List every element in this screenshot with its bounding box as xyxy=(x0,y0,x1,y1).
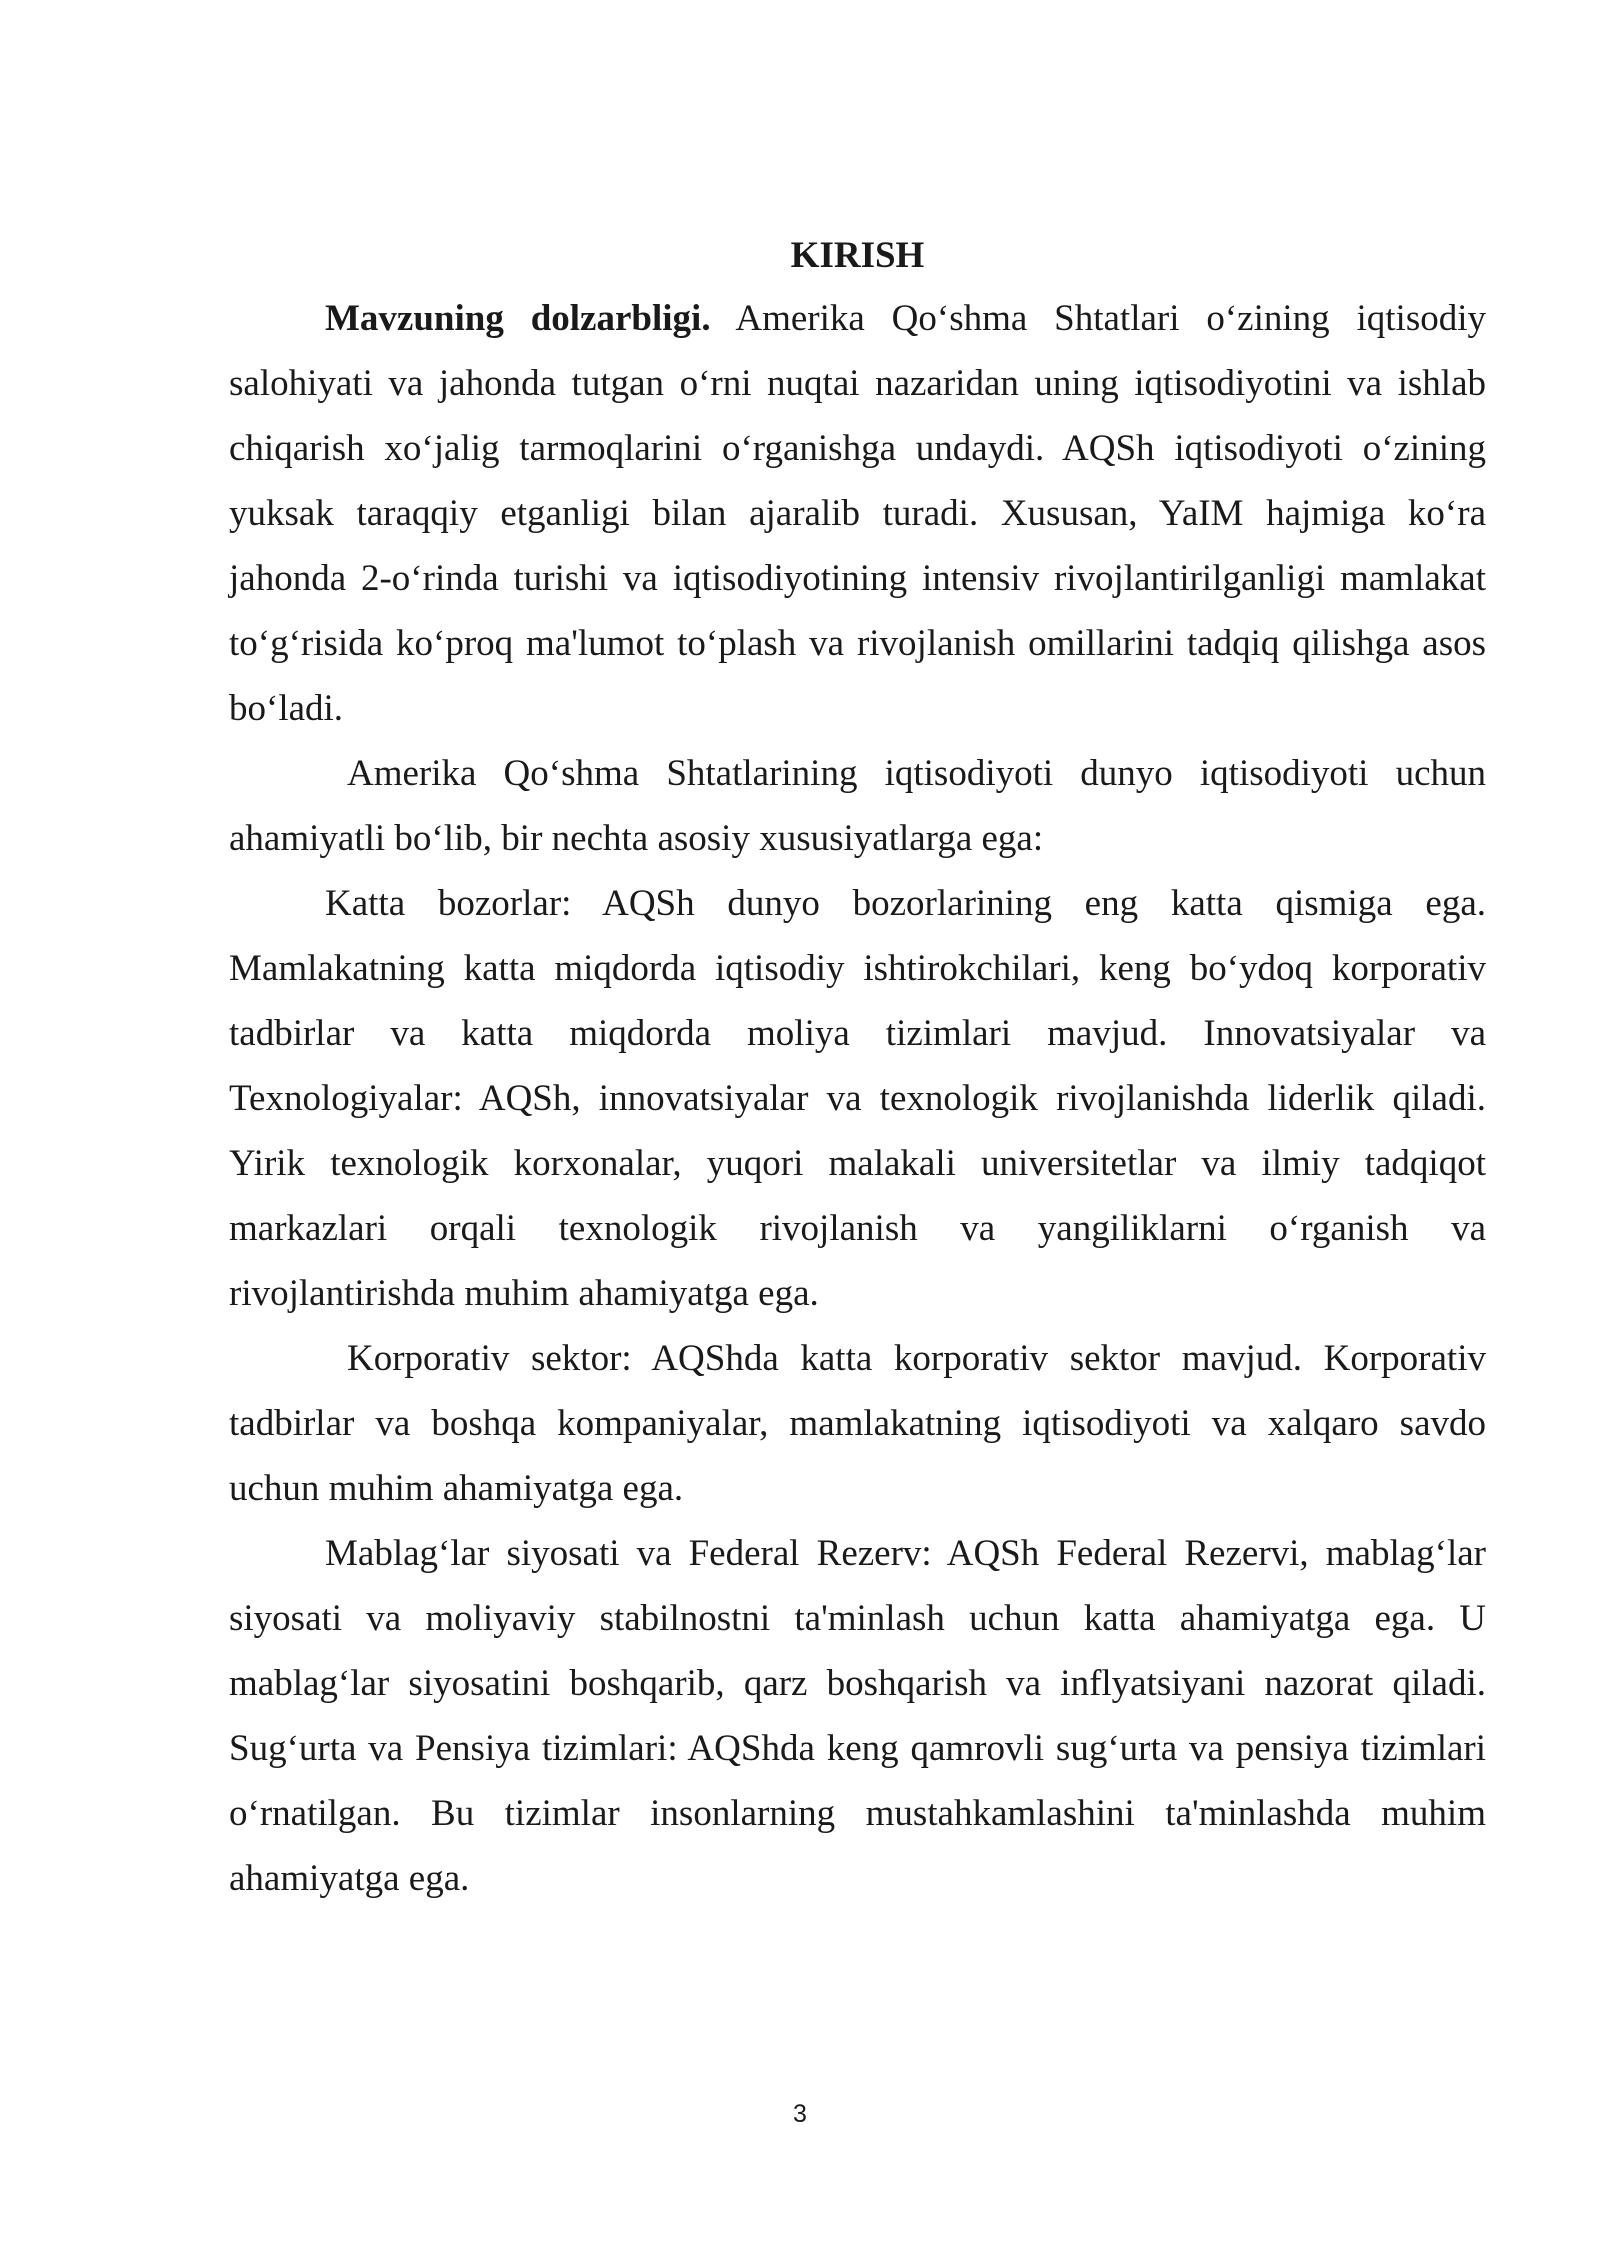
page-number: 3 xyxy=(793,2100,807,2128)
paragraph-lead: Mavzuning dolzarbligi. xyxy=(325,298,711,339)
page-body xyxy=(229,226,1486,1911)
paragraph-federal-reserve: Mablag‘lar siyosati va Federal Rezerv: AQSh Federal Rezervi, mablag‘lar siyosati va moliyaviy stabilnostni ta'minlash uchun katta ahamiyatga ega. U mablag‘lar siyosatini boshqarib, qarz boshqarish va inflyatsiyani nazorat qiladi. Sug‘urta va Pensiya tizimlari: AQShda keng qamrovli sug‘urta va pensiya tizimlari o‘rnatilgan. Bu tizimlar insonlarning mustahkamlashini ta'minlashda muhim ahamiyatga ega. xyxy=(229,1533,1486,1899)
paragraph-large-markets: Katta bozorlar: AQSh dunyo bozorlarining eng katta qismiga ega. Mamlakatning katta miqdorda iqtisodiy ishtirokchilari, keng bo‘ydoq korporativ tadbirlar va katta miqdorda moliya tizimlari mavjud. Innovatsiyalar va Texnologiyalar: AQSh, innovatsiyalar va texnologik rivojlanishda liderlik qiladi. Yirik texnologik korxonalar, yuqori malakali universitetlar va ilmiy tadqiqot markazlari orqali texnologik rivojlanish va yangiliklarni o‘rganish va rivojlantirishda muhim ahamiyatga ega. xyxy=(229,883,1486,1314)
paragraph-relevance xyxy=(229,286,1486,741)
paragraph-usa-economy: Amerika Qo‘shma Shtatlarining iqtisodiyoti dunyo iqtisodiyoti uchun ahamiyatli bo‘lib, bir nechta asosiy xususiyatlarga ega: xyxy=(229,753,1486,859)
paragraph-corporate-sector: Korporativ sektor: AQShda katta korporativ sektor mavjud. Korporativ tadbirlar va boshqa kompaniyalar, mamlakatning iqtisodiyoti va xalqaro savdo uchun muhim ahamiyatga ega. xyxy=(229,1338,1486,1509)
page-title: KIRISH xyxy=(790,235,925,276)
paragraph-text: Amerika Qo‘shma Shtatlari o‘zining iqtisodiy salohiyati va jahonda tutgan o‘rni nuqtai nazaridan uning iqtisodiyotini va ishlab chiqarish xo‘jalig tarmoqlarini o‘rganishga undaydi. AQSh iqtisodiyoti o‘zining yuksak taraqqiy etganligi bilan ajaralib turadi. Xususan, YaIM hajmiga ko‘ra jahonda 2-o‘rinda turishi va iqtisodiyotining intensiv rivojlantirilganligi mamlakat to‘g‘risida ko‘proq ma'lumot to‘plash va rivojlanish omillarini tadqiq qilishga asos bo‘ladi. xyxy=(229,298,1487,729)
